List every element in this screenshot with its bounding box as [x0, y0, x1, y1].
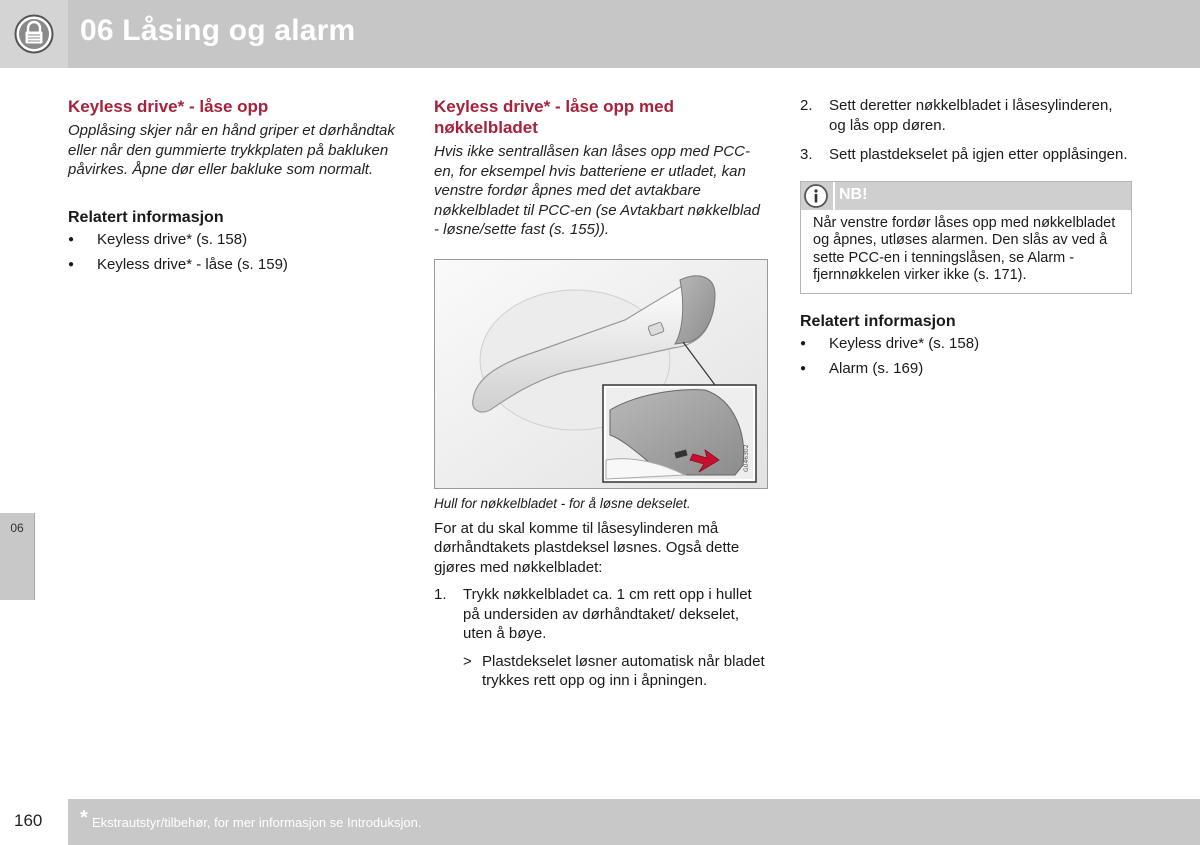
figure-code: G046302 — [743, 443, 750, 472]
related-info-list — [800, 334, 1132, 378]
section-heading-key-blade: Keyless drive* - låse opp med nøkkelbladet — [434, 97, 674, 137]
door-handle-illustration — [434, 259, 768, 489]
info-icon — [803, 183, 829, 209]
section-lead: Opplåsing skjer når en hånd griper et dørhåndtak eller når den gummierte trykkplaten på bakluken påvirkes. Åpne dør eller bakluke som normalt. — [68, 122, 395, 178]
step-result — [463, 652, 769, 691]
note-text: Når venstre fordør låses opp med nøkkelbladet og åpnes, utløses alarmen. Den slås av ved å sette PCC-en i tenningslåsen, se Alarm - fjernnøkkelen virker ikke (s. 171). — [813, 214, 1116, 283]
column-3 — [800, 96, 1132, 384]
figure-caption: Hull for nøkkelbladet - for å løsne dekselet. — [434, 495, 691, 511]
step-number: 3. — [800, 146, 813, 163]
step-text: Trykk nøkkelbladet ca. 1 cm rett opp i hullet på undersiden av dørhåndtaket/ dekselet, uten å bøye. — [463, 586, 752, 642]
footnote-star: * — [80, 807, 88, 829]
column-2 — [434, 96, 769, 701]
door-handle-drawing — [435, 260, 767, 488]
note-separator — [833, 182, 835, 210]
chapter-side-tab-label: 06 — [10, 521, 24, 535]
lock-icon — [14, 14, 54, 54]
note-title: NB! — [839, 185, 868, 203]
step-list — [434, 585, 769, 691]
footnote-text: Ekstrautstyr/tilbehør, for mer informasjon se Introduksjon. — [92, 815, 422, 830]
related-link[interactable]: ● Alarm (s. 169) — [800, 359, 1132, 378]
related-info-list — [68, 230, 398, 274]
step-item — [800, 145, 1132, 165]
step-item — [800, 96, 1132, 135]
body-paragraph: For at du skal komme til låsesylinderen må dørhåndtakets plastdeksel løsnes. Også dette gjøres med nøkkelbladet: — [434, 519, 740, 576]
chapter-side-tab — [0, 513, 35, 600]
note-header — [801, 182, 1131, 210]
step-number: 1. — [434, 586, 447, 603]
column-1 — [68, 96, 398, 280]
related-link[interactable]: ● Keyless drive* (s. 158) — [68, 230, 398, 249]
step-number: 2. — [800, 97, 813, 114]
section-lead: Hvis ikke sentrallåsen kan låses opp med PCC-en, for eksempel hvis batteriene er utladet, kan venstre fordør åpnes med det avtakbare nøkkelbladet til PCC-en (se Avtakbart nøkkelblad - løsne/sette fast (s. 155)). — [434, 143, 760, 238]
chapter-title: 06 Låsing og alarm — [80, 14, 356, 47]
related-link[interactable]: ● Keyless drive* - låse (s. 159) — [68, 255, 398, 274]
chapter-header — [0, 0, 1200, 68]
chapter-icon-box — [0, 0, 68, 68]
related-link[interactable]: ● Keyless drive* (s. 158) — [800, 334, 1132, 353]
result-marker: > — [463, 652, 472, 670]
step-result-text: Plastdekselet løsner automatisk når bladet trykkes rett opp og inn i åpningen. — [482, 652, 765, 689]
step-text: Sett plastdekselet på igjen etter opplåsingen. — [829, 146, 1128, 163]
note-box — [800, 181, 1132, 294]
related-info-heading: Relatert informasjon — [800, 312, 956, 330]
step-item — [434, 585, 769, 691]
page-footer — [0, 799, 1200, 845]
related-info-heading: Relatert informasjon — [68, 208, 224, 226]
step-text: Sett deretter nøkkelbladet i låsesylinderen, og lås opp døren. — [829, 97, 1113, 134]
page-number: 160 — [14, 811, 43, 830]
step-list — [800, 96, 1132, 165]
section-heading-unlock: Keyless drive* - låse opp — [68, 97, 269, 116]
